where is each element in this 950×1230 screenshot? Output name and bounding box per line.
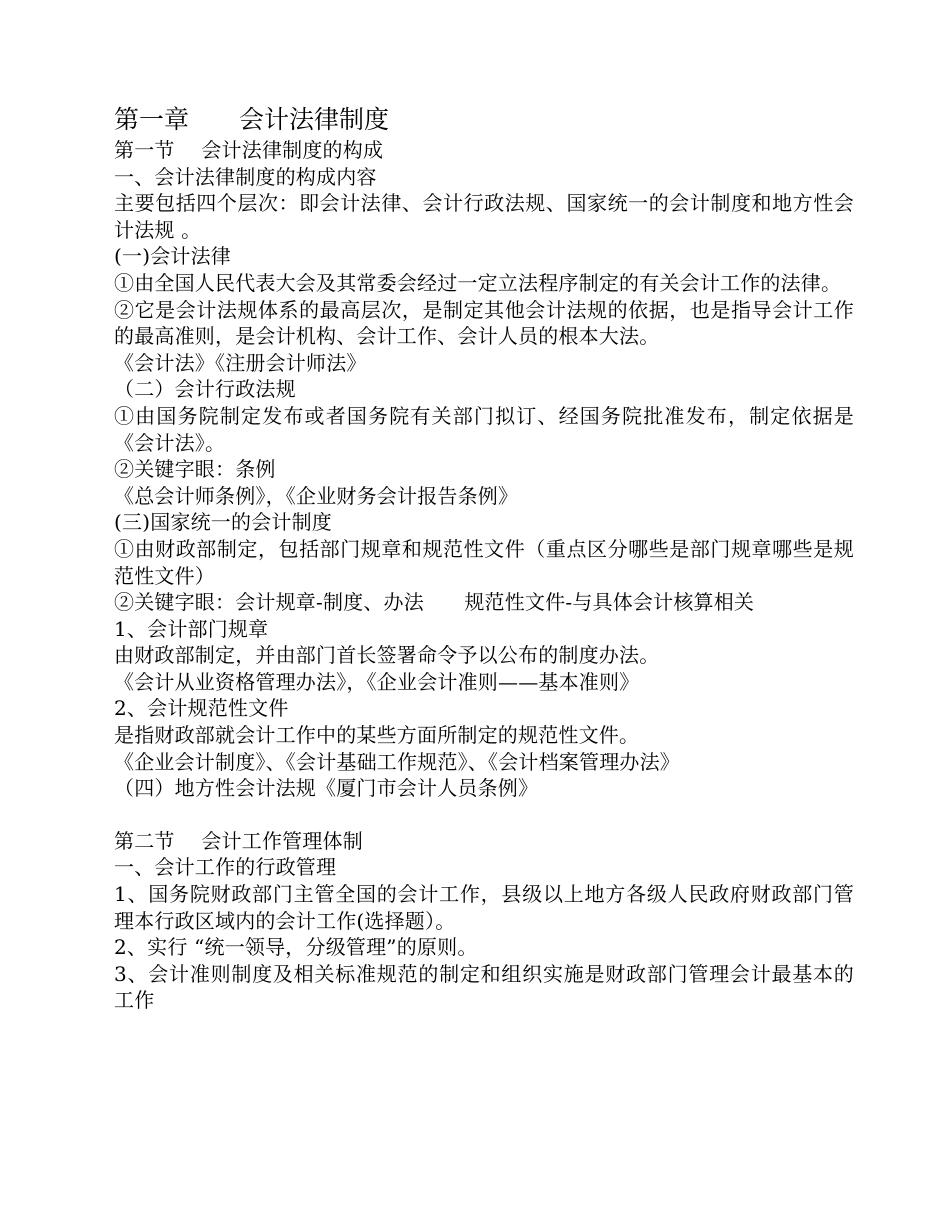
paragraph: 主要包括四个层次：即会计法律、会计行政法规、国家统一的会计制度和地方性会计法规 。 [114,191,854,242]
paragraph: 3、会计准则制度及相关标准规范的制定和组织实施是财政部门管理会计最基本的工作 [114,961,854,1013]
document-page [114,103,854,1014]
section-spacer [114,802,854,828]
examples-line: 《会计法》《注册会计师法》 [114,350,367,375]
paragraph: ②它是会计法规体系的最高层次，是制定其他会计法规的依据，也是指导会计工作的最高准则，是会计机构、会计工作、会计人员的根本大法。 [114,297,854,349]
examples-line: 《总会计师条例》，《企业财务会计报告条例》 [114,483,519,508]
subsection-title: 一、会计工作的行政管理 [114,855,337,880]
section-heading: 第一节 会计法律制度的构成 [114,138,384,162]
section-heading: 第二节 会计工作管理体制 [114,828,363,853]
item-title: (三)国家统一的会计制度 [114,510,333,535]
item-title: (一)会计法律 [114,244,232,269]
paragraph: ①由财政部制定，包括部门规章和规范性文件（重点区分哪些是部门规章哪些是规范性文件） [114,536,854,588]
paragraph: 由财政部制定，并由部门首长签署命令予以公布的制度办法。 [114,643,660,668]
paragraph: 1、国务院财政部门主管全国的会计工作，县级以上地方各级人民政府财政部门管理本行政区域内的会计工作(选择题）。 [114,882,854,933]
examples-line: 《会计从业资格管理办法》，《企业会计准则——基本准则》 [114,669,640,694]
sub-item-title: 1、会计部门规章 [114,616,269,641]
item-title: （二）会计行政法规 [114,377,296,402]
subsection-title: 一、会计法律制度的构成内容 [114,164,377,189]
examples-line: 《企业会计制度》、《会计基础工作规范》、《会计档案管理办法》 [114,749,680,774]
paragraph: ①由国务院制定发布或者国务院有关部门拟订、经国务院批准发布，制定依据是《会计法》。 [114,403,854,455]
chapter-title: 第一章 会计法律制度 [114,105,390,134]
item-title: （四）地方性会计法规《厦门市会计人员条例》 [114,776,539,801]
sub-item-title: 2、会计规范性文件 [114,696,289,721]
paragraph: 是指财政部就会计工作中的某些方面所制定的规范性文件。 [114,723,640,748]
paragraph: ②关键字眼：会计规章-制度、办法 规范性文件-与具体会计核算相关 [114,590,755,615]
paragraph: 2、实行 “统一领导，分级管理”的原则。 [114,935,478,960]
paragraph: ②关键字眼：条例 [114,457,276,482]
paragraph: ①由全国人民代表大会及其常委会经过一定立法程序制定的有关会计工作的法律。 [114,270,842,295]
